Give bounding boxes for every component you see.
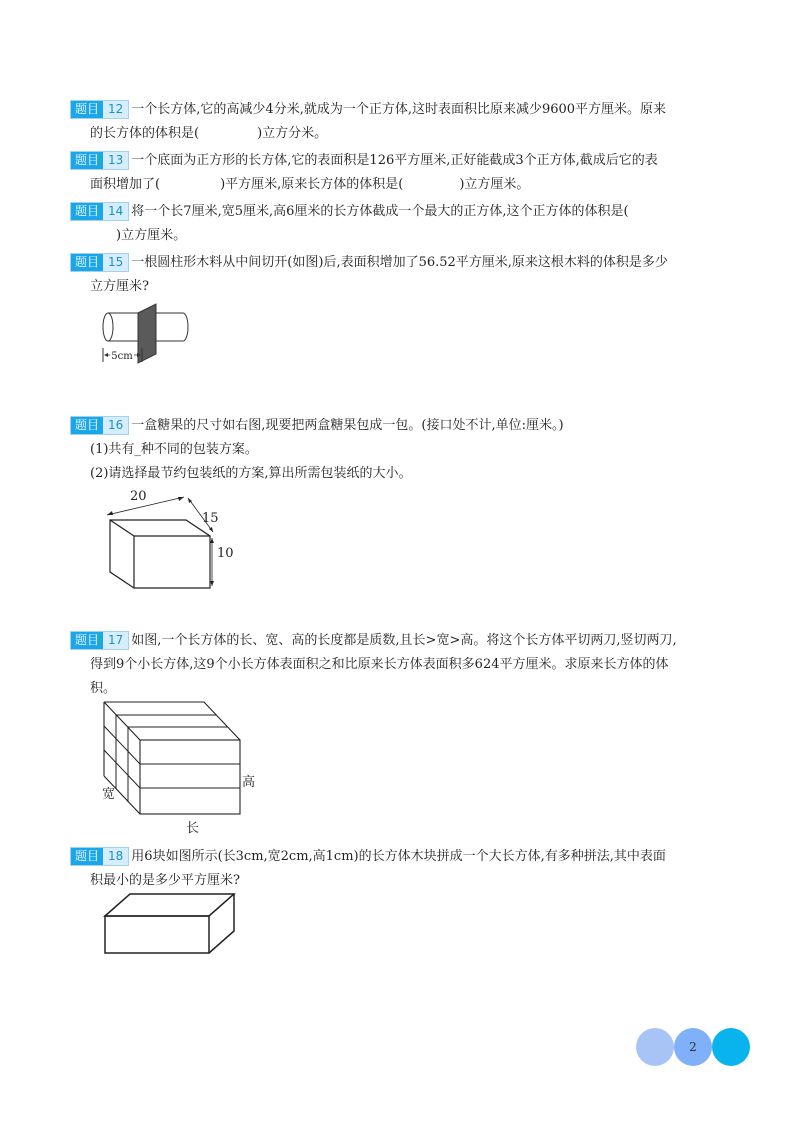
question-17: 题目 17 如图,一个长方体的长、宽、高的长度都是质数,且长>宽>高。将这个长方体平切两刀,竖切两刀, 得到9个小长方体,这9个小长方体表面积之和比原来长方体表面积多624平方厘米。求原来长方体的体 积。 <box>70 629 730 701</box>
page-number: 2 <box>689 1040 697 1054</box>
question-12: 题目 12 一个长方体,它的高减少4分米,就成为一个正方体,这时表面积比原来减少9600平方厘米。原来 的长方体的体积是( )立方分米。 <box>70 98 730 146</box>
decor-circle <box>712 1028 750 1066</box>
length-label: 20 <box>130 489 147 504</box>
width-label: 宽 <box>102 787 116 802</box>
question-text: 一根圆柱形木料从中间切开(如图)后,表面积增加了56.52平方厘米,原来这根木料的体积是多少 <box>131 255 668 270</box>
cut-cuboid-figure <box>100 698 270 836</box>
sub-question-1: (1)共有_种不同的包装方案。 <box>90 442 258 457</box>
question-18: 题目 18 用6块如图所示(长3cm,宽2cm,高1cm)的长方体木块拼成一个大长方体,有多种拼法,其中表面 积最小的是多少平方厘米? <box>70 845 730 893</box>
question-tag: 题目 18 <box>70 847 129 866</box>
height-label: 高 <box>242 775 256 790</box>
sub-question-2: (2)请选择最节约包装纸的方案,算出所需包装纸的大小。 <box>90 466 412 481</box>
decor-circle <box>636 1028 674 1066</box>
question-text: 一个长方体,它的高减少4分米,就成为一个正方体,这时表面积比原来减少9600平方厘米。原来 <box>131 102 667 117</box>
question-tag: 题目 17 <box>70 631 129 650</box>
question-tag: 题目 15 <box>70 253 129 272</box>
question-tag: 题目 12 <box>70 100 129 119</box>
width-label: 15 <box>202 511 219 526</box>
question-text: 一盒糖果的尺寸如右图,现要把两盒糖果包成一包。(接口处不计,单位:厘米。) <box>131 418 564 433</box>
question-tag: 题目 16 <box>70 416 129 435</box>
question-15: 题目 15 一根圆柱形木料从中间切开(如图)后,表面积增加了56.52平方厘米,原来这根木料的体积是多少 立方厘米? <box>70 251 730 299</box>
question-tag: 题目 14 <box>70 202 129 221</box>
question-text: 一个底面为正方形的长方体,它的表面积是126平方厘米,正好能截成3个正方体,截成后它的表 <box>131 153 658 168</box>
question-text: 用6块如图所示(长3cm,宽2cm,高1cm)的长方体木块拼成一个大长方体,有多种拼法,其中表面 <box>131 849 666 864</box>
candy-box-figure <box>100 484 250 604</box>
length-label: 长 <box>186 821 200 836</box>
page-indicator <box>636 1028 752 1068</box>
cylinder-cut-figure <box>98 300 198 366</box>
question-text: 如图,一个长方体的长、宽、高的长度都是质数,且长>宽>高。将这个长方体平切两刀,竖切两刀, <box>131 633 677 648</box>
diameter-label: 5cm <box>111 351 133 362</box>
question-16 <box>70 414 730 486</box>
question-14: 题目 14 将一个长7厘米,宽5厘米,高6厘米的长方体截成一个最大的正方体,这个正方体的体积是( )立方厘米。 <box>70 200 730 248</box>
question-text: 将一个长7厘米,宽5厘米,高6厘米的长方体截成一个最大的正方体,这个正方体的体积是( <box>131 204 629 219</box>
question-13: 题目 13 一个底面为正方形的长方体,它的表面积是126平方厘米,正好能截成3个正方体,截成后它的表 面积增加了( )平方厘米,原来长方体的体积是( )立方厘米。 <box>70 149 730 197</box>
wood-block-figure <box>100 890 240 958</box>
height-label: 10 <box>217 546 234 561</box>
question-tag: 题目 13 <box>70 151 129 170</box>
